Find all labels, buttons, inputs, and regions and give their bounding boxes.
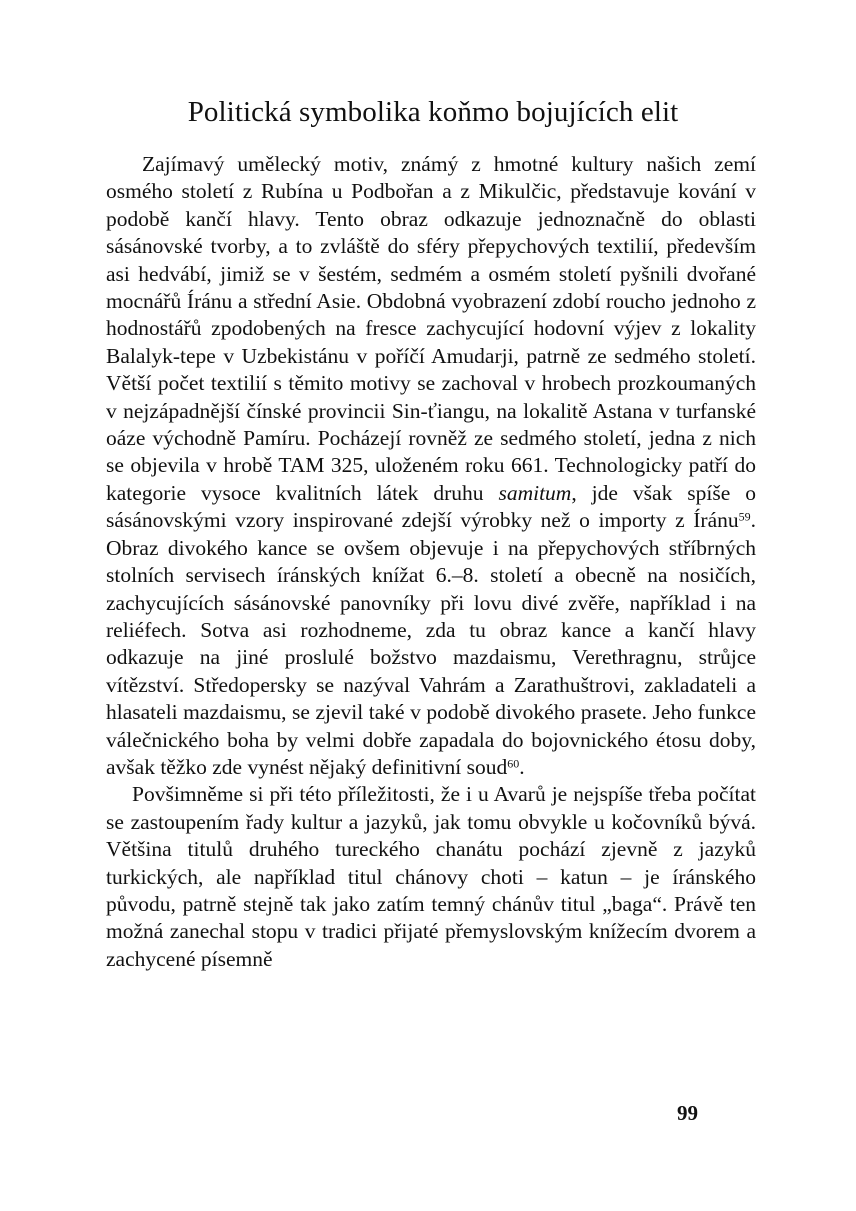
chapter-title: Politická symbolika koňmo bojujících elit <box>187 96 679 128</box>
paragraph-1 <box>106 151 756 781</box>
footnote-ref-60: 60 <box>507 756 520 771</box>
body-text <box>106 151 756 973</box>
page-number: 99 <box>677 1101 698 1125</box>
paragraph-1-text-a: Zajímavý umělecký motiv, známý z hmotné kultury našich zemí osmého století z Rubína u Podbořan a z Mikulčic, představuje kování v podobě kančí hlavy. Tento obraz odkazuje jednoznačně do oblasti sásánovské tvorby, a to zvláště do sféry přepychových textilií, především asi hedvábí, jimiž se v šestém, sedmém a osmém století pyšnili dvořané mocnářů Íránu a střední Asie. Obdobná vyobrazení zdobí roucho jednoho z hodnostářů zpodobených na fresce zachycující hodovní výjev z lokality Balalyk-tepe v Uzbekistánu v poříčí Amudarji, patrně ze sedmého století. Větší počet textilií s těmito motivy se zachoval v hrobech prozkoumaných v nejzápadnější čínské provincii Sin-ťiangu, na lokalitě Astana v turfanské oáze východně Pamíru. Pocházejí rovněž ze sedmého století, jedna z nich se objevila v hrobě TAM 325, uloženém roku 661. Technologicky patří do kategorie vysoce kvalitních látek druhu <box>106 152 756 505</box>
paragraph-2: Povšimněme si při této příležitosti, že i u Avarů je nejspíše třeba počítat se zastoupením řady kultur a jazyků, jak tomu obvykle u kočovníků bývá. Většina titulů druhého tureckého chanátu pochází zjevně z jazyků turkických, ale například titul chánovy choti – katun – je íránského původu, patrně stejně tak jako zatím temný chánův titul „baga“. Právě ten možná zanechal stopu v tradici přijaté přemyslovským knížecím dvorem a zachycené písemně <box>106 782 756 971</box>
italic-term: samitum <box>498 480 572 505</box>
paragraph-1-text-d: . <box>519 754 525 779</box>
paragraph-1-text-b: , jde však spíše o sásánovskými vzory inspirované zdejší výrobky než o importy z Íránu <box>106 480 756 533</box>
paragraph-1-text-c: . Obraz divokého kance se ovšem objevuje i na přepychových stříbrných stolních servisech íránských knížat 6.–8. století a obecně na nosičích, zachycujících sásánovské panovníky při lovu divé zvěře, například i na reliéfech. Sotva asi rozhodneme, zda tu obraz kance a kančí hlavy odkazuje na jiné proslulé božstvo mazdaismu, Verethragnu, strůjce vítězství. Středopersky se nazýval Vahrám a Zarathuštrovi, zakladateli a hlasateli mazdaismu, se zjevil také v podobě divokého prasete. Jeho funkce válečnického boha by velmi dobře zapadala do bojovnického étosu doby, avšak těžko zde vynést nějaký definitivní soud <box>106 508 756 779</box>
footnote-ref-59: 59 <box>738 509 751 524</box>
